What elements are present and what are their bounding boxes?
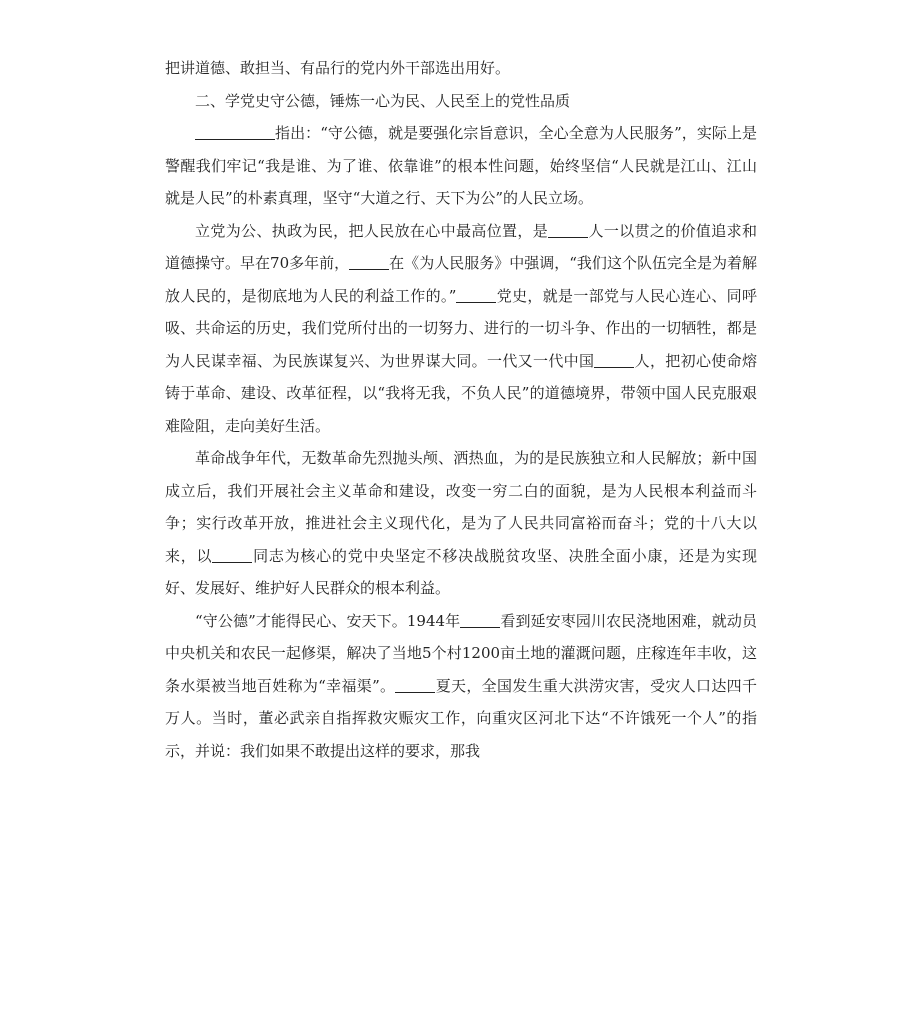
paragraph-3 — [165, 215, 757, 443]
paragraph-1 — [165, 52, 757, 85]
section-heading-text: 二、学党史守公德，锤炼一心为民、人民至上的党性品质 — [195, 91, 571, 110]
paragraph-3-text-4: 人，把初心使命熔铸于革命、建设、改革征程，以“我将无我，不负人民”的道德境界，带领中国人民克服艰难险阻，走向美好生活。 — [165, 351, 757, 435]
fill-blank — [349, 254, 389, 270]
paragraph-2-text: 指出：“守公德，就是要强化宗旨意识，全心全意为人民服务”，实际上是警醒我们牢记“我是谁、为了谁、依靠谁”的根本性问题，始终坚信“人民就是江山、江山就是人民”的朴素真理，坚守“大道之行、天下为公”的人民立场。 — [165, 124, 757, 207]
paragraph-3-text-0: 立党为公、执政为民，把人民放在心中最高位置，是 — [195, 221, 549, 240]
paragraph-5-text-2: 夏天，全国发生重大洪涝灾害，受灾人口达四千万人。当时，董必武亲自指挥救灾赈灾工作，向重灾区河北下达“不许饿死一个人”的指示，并说：我们如果不敢提出这样的要求，那我 — [165, 676, 757, 760]
paragraph-5 — [165, 605, 757, 768]
fill-blank — [456, 287, 496, 303]
fill-blank — [548, 222, 588, 238]
paragraph-4 — [165, 442, 757, 605]
fill-blank — [594, 352, 634, 368]
paragraph-3-text-2: 在《为人民服务》中强调，“我们这个队伍完全是为着解放人民的，是彻底地为人民的利益工作的。” — [165, 254, 758, 305]
paragraph-3-text-1: 人一以贯之的价值追求和道德操守。早在70多年前， — [165, 221, 757, 272]
fill-blank — [395, 677, 435, 693]
fill-blank — [460, 612, 500, 628]
document-page — [165, 52, 757, 767]
paragraph-4-text-0: 革命战争年代，无数革命先烈抛头颅、洒热血，为的是民族独立和人民解放；新中国成立后，我们开展社会主义革命和建设，改变一穷二白的面貌，是为人民根本利益而斗争；实行改革开放，推进社会主义现代化，是为了人民共同富裕而奋斗；党的十八大以来，以 — [165, 449, 757, 565]
fill-blank — [195, 124, 275, 140]
paragraph-3-text-3: 党史，就是一部党与人民心连心、同呼吸、共命运的历史，我们党所付出的一切努力、进行的一切斗争、作出的一切牺牲，都是为人民谋幸福、为民族谋复兴、为世界谋大同。一代又一代中国 — [165, 286, 757, 370]
paragraph-5-text-1: 看到延安枣园川农民浇地困难，就动员中央机关和农民一起修渠，解决了当地5个村1200亩土地的灌溉问题，庄稼连年丰收，这条水渠被当地百姓称为“幸福渠”。 — [165, 611, 757, 695]
section-heading — [165, 85, 757, 118]
paragraph-2 — [165, 117, 757, 215]
paragraph-5-text-0: “守公德”才能得民心、安天下。1944年 — [195, 611, 461, 630]
fill-blank — [212, 547, 252, 563]
paragraph-1-text: 把讲道德、敢担当、有品行的党内外干部选出用好。 — [165, 59, 511, 77]
paragraph-4-text-1: 同志为核心的党中央坚定不移决战脱贫攻坚、决胜全面小康，还是为实现好、发展好、维护好人民群众的根本利益。 — [165, 546, 757, 597]
